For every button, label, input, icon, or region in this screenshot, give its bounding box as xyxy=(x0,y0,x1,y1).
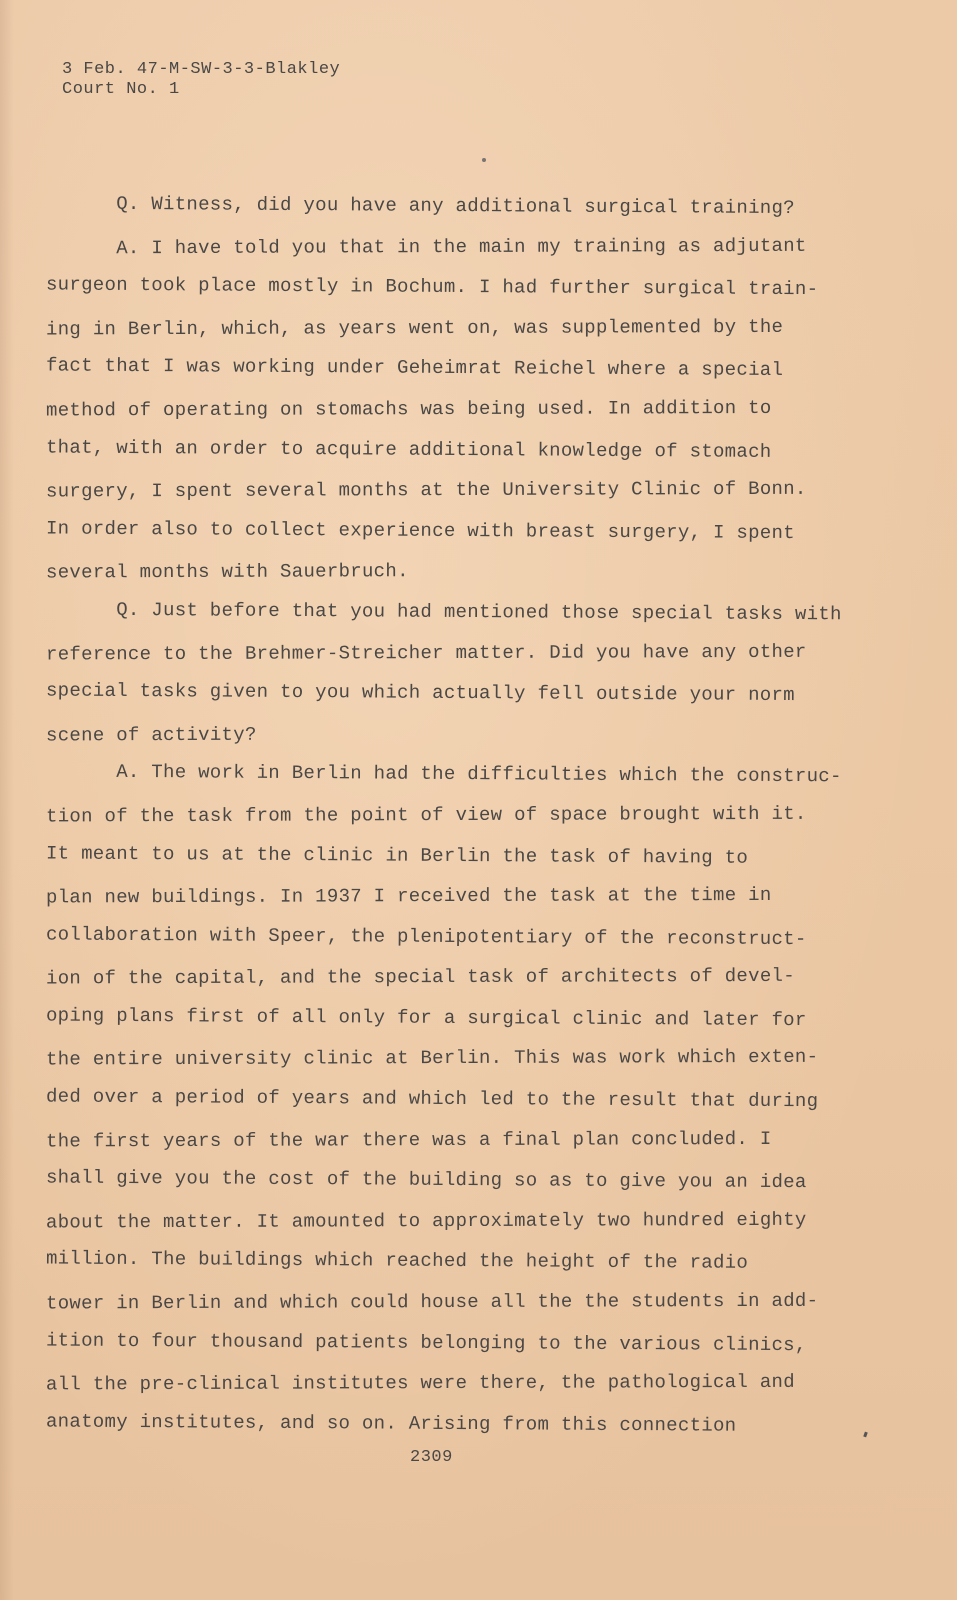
header-date-line: 3 Feb. 47-M-SW-3-3-Blakley xyxy=(62,60,341,79)
transcript-line: oping plans first of all only for a surgical clinic and later for xyxy=(45,1004,807,1031)
transcript-line: A. I have told you that in the main my training as adjutant xyxy=(45,234,807,260)
page-number: 2309 xyxy=(410,1448,453,1467)
transcript-line: ion of the capital, and the special task of architects of devel- xyxy=(45,965,795,990)
header-court-line: Court No. 1 xyxy=(62,80,180,99)
transcript-line: plan new buildings. In 1937 I received the task at the time in xyxy=(45,884,772,909)
transcript-line: A. The work in Berlin had the difficulties which the construc- xyxy=(45,760,842,788)
transcript-line: It meant to us at the clinic in Berlin the task of having to xyxy=(45,841,749,869)
transcript-line: the first years of the war there was a final plan concluded. I xyxy=(45,1127,772,1153)
transcript-line: method of operating on stomachs was being used. In addition to xyxy=(45,396,772,422)
document-header xyxy=(62,60,340,100)
transcript-line: surgeon took place mostly in Bochum. I had further surgical train- xyxy=(45,273,819,301)
transcript-line: special tasks given to you which actually fell outside your norm xyxy=(45,679,795,707)
transcript-line: several months with Sauerbruch. xyxy=(45,560,409,584)
transcript-line: million. The buildings which reached the height of the radio xyxy=(45,1247,749,1275)
transcript-line: fact that I was working under Geheimrat Reichel where a special xyxy=(45,354,784,382)
transcript-line: collaboration with Speer, the plenipotentiary of the reconstruct- xyxy=(45,923,807,950)
transcript-line: all the pre-clinical institutes were there, the pathological and xyxy=(45,1371,795,1396)
paper-edge-shadow xyxy=(0,0,14,1600)
transcript-line: Q. Just before that you had mentioned those special tasks with xyxy=(45,598,842,626)
transcript-body xyxy=(46,186,876,1444)
transcript-line: ition to four thousand patients belonging to the various clinics, xyxy=(45,1329,807,1356)
transcript-line: shall give you the cost of the building so as to give you an idea xyxy=(45,1166,807,1194)
transcript-line: tower in Berlin and which could house all the the students in add- xyxy=(45,1289,819,1315)
transcript-line: tion of the task from the point of view of space brought with it. xyxy=(45,802,807,828)
transcript-line: that, with an order to acquire additional knowledge of stomach xyxy=(45,436,772,463)
ink-dot xyxy=(482,158,486,162)
transcript-line: In order also to collect experience with breast surgery, I spent xyxy=(45,517,795,544)
transcript-line: Q. Witness, did you have any additional surgical training? xyxy=(45,192,795,220)
transcript-line: reference to the Brehmer-Streicher matter. Did you have any other xyxy=(45,640,807,665)
transcript-line: ded over a period of years and which led to the result that during xyxy=(45,1085,819,1113)
transcript-line: ing in Berlin, which, as years went on, was supplemented by the xyxy=(45,315,784,341)
transcript-line: anatomy institutes, and so on. Arising from this connection xyxy=(45,1410,737,1437)
transcript-line: surgery, I spent several months at the University Clinic of Bonn. xyxy=(45,477,807,503)
transcript-line: about the matter. It amounted to approximately two hundred eighty xyxy=(45,1208,807,1234)
transcript-line: the entire university clinic at Berlin. This was work which exten- xyxy=(45,1046,819,1071)
transcript-line: scene of activity? xyxy=(45,723,257,747)
